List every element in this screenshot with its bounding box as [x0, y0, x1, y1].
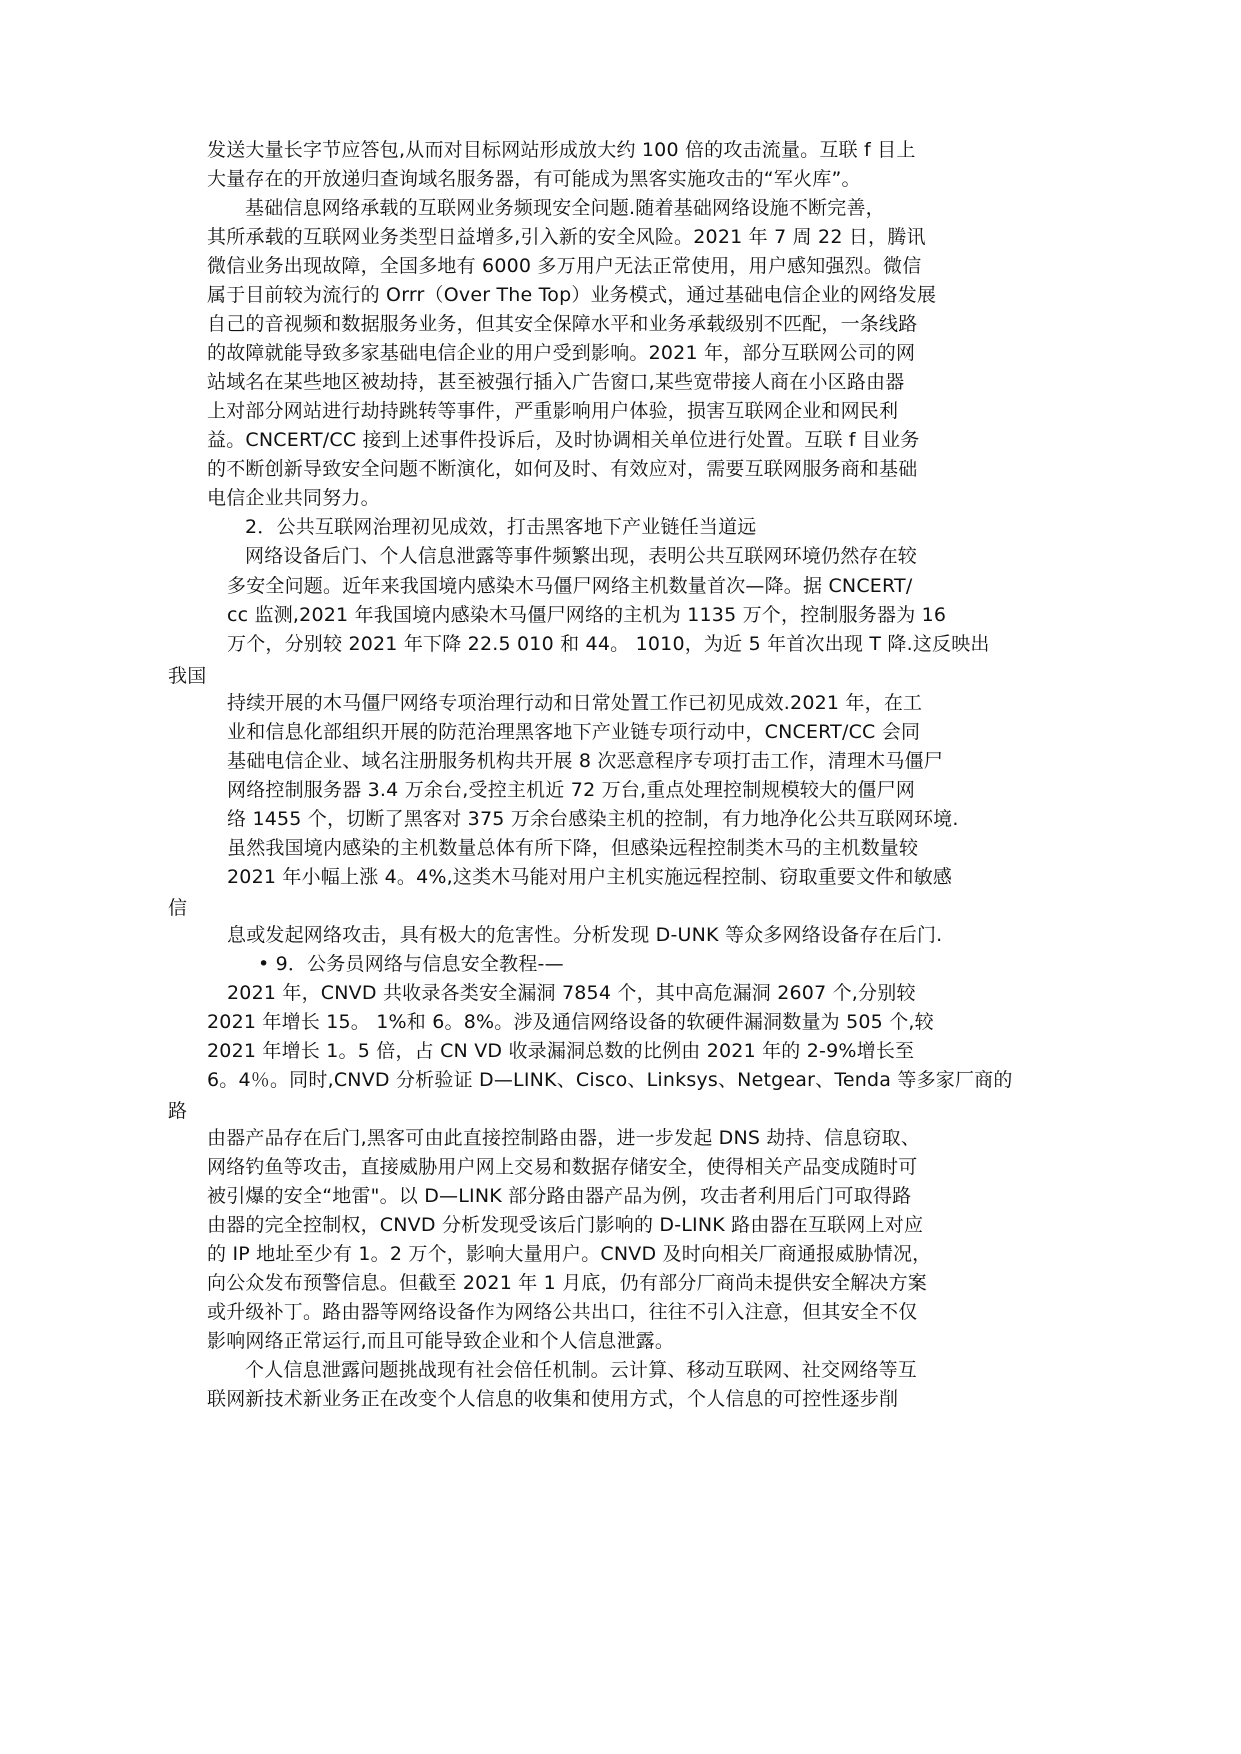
- text-line-3: 基础信息网络承载的互联网业务频现安全问题.随着基础网络设施不断完善，: [245, 197, 885, 219]
- text-line-6: 属于目前较为流行的 Orrr（Over The Top）业务模式，通过基础电信企业的网络发展: [207, 284, 937, 306]
- text-line-18: 万个，分别较 2021 年下降 22.5 010 和 44。 1010，为近 5 年首次出现 T 降.这反映出: [227, 633, 990, 655]
- text-line-26: 2021 年小幅上涨 4。4%,这类木马能对用户主机实施远程控制、窃取重要文件和敏感: [227, 866, 953, 888]
- text-line-24: 络 1455 个，切断了黑客对 375 万余台感染主机的控制，有力地净化公共互联网环境.: [227, 808, 959, 830]
- text-line-38: 由器的完全控制权，CNVD 分析发现受该后门影响的 D-LINK 路由器在互联网上对应: [207, 1214, 924, 1236]
- text-line-36: 网络钓鱼等攻击，直接威胁用户网上交易和数据存储安全，使得相关产品变成随时可: [207, 1156, 918, 1178]
- text-line-5: 微信业务出现故障，全国多地有 6000 多万用户无法正常使用，用户感知强烈。微信: [207, 255, 922, 277]
- text-line-15: 网络设备后门、个人信息泄露等事件频繁出现，表明公共互联网环境仍然存在较: [245, 545, 918, 567]
- text-line-17: cc 监测,2021 年我国境内感染木马僵尸网络的主机为 1135 万个，控制服务器为 16: [227, 604, 947, 626]
- text-line-9: 站域名在某些地区被劫持，甚至被强行插入广告窗口,某些宽带接人商在小区路由器: [207, 371, 905, 393]
- text-line-4: 其所承载的互联网业务类型日益增多,引入新的安全风险。2021 年 7 周 22 日，腾讯: [207, 226, 926, 248]
- text-line-43: 个人信息泄露问题挑战现有社会倍任机制。云计算、移动互联网、社交网络等互: [245, 1359, 918, 1381]
- text-line-7: 自己的音视频和数据服务业务，但其安全保障水平和业务承载级别不匹配，一条线路: [207, 313, 918, 335]
- text-line-8: 的故障就能导致多家基础电信企业的用户受到影响。2021 年，部分互联网公司的网: [207, 342, 916, 364]
- text-line-40: 向公众发布预警信息。但截至 2021 年 1 月底，仍有部分厂商尚未提供安全解决方案: [207, 1272, 928, 1294]
- text-line-11: 益。CNCERT/CC 接到上述事件投诉后，及时协调相关单位进行处置。互联 f 目业务: [207, 429, 920, 451]
- text-line-35: 由器产品存在后门,黑客可由此直接控制路由器，进一步发起 DNS 劫持、信息窃取、: [207, 1127, 921, 1149]
- text-line-12: 的不断创新导致安全问题不断演化，如何及时、有效应对，需要互联网服务商和基础: [207, 458, 918, 480]
- text-line-20: 持续开展的木马僵尸网络专项治理行动和日常处置工作已初见成效.2021 年，在工: [227, 692, 923, 714]
- section-heading-2: 2．公共互联网治理初见成效，打击黑客地下产业链任当道远: [245, 516, 757, 538]
- text-line-33: 6。4％。同时,CNVD 分析验证 D—LINK、Cisco、Linksys、Netgear、Tenda 等多家厂商的: [207, 1069, 1013, 1091]
- text-line-1: 发送大量长字节应答包,从而对目标网站形成放大约 100 倍的攻击流量。互联 f 目上: [207, 139, 916, 161]
- text-line-21: 业和信息化部组织开展的防范治理黑客地下产业链专项行动中，CNCERT/CC 会同: [227, 721, 921, 743]
- text-line-27: 信: [168, 897, 188, 919]
- text-line-31: 2021 年增长 15。 1%和 6。8%。涉及通信网络设备的软硬件漏洞数量为 505 个,较: [207, 1011, 934, 1033]
- text-line-10: 上对部分网站进行劫持跳转等事件，严重影响用户体验，损害互联网企业和网民利: [207, 400, 899, 422]
- text-line-37: 被引爆的安全“地雷"。以 D—LINK 部分路由器产品为例，攻击者利用后门可取得路: [207, 1185, 912, 1207]
- text-line-28: 息或发起网络攻击，具有极大的危害性。分析发现 D-UNK 等众多网络设备存在后门.: [227, 924, 943, 946]
- text-line-44: 联网新技术新业务正在改变个人信息的收集和使用方式，个人信息的可控性逐步削: [207, 1388, 899, 1410]
- text-line-34: 路: [168, 1100, 188, 1122]
- text-line-13: 电信企业共同努力。: [207, 487, 380, 509]
- text-line-30: 2021 年，CNVD 共收录各类安全漏洞 7854 个，其中高危漏洞 2607 个,分别较: [227, 982, 916, 1004]
- text-line-25: 虽然我国境内感染的主机数量总体有所下降，但感染远程控制类木马的主机数量较: [227, 837, 919, 859]
- text-line-23: 网络控制服务器 3.4 万余台,受控主机近 72 万台,重点处理控制规模较大的僵尸网: [227, 779, 916, 801]
- text-line-19: 我国: [168, 665, 207, 687]
- text-line-39: 的 IP 地址至少有 1。2 万个，影响大量用户。CNVD 及时向相关厂商通报威胁情况，: [207, 1243, 932, 1265]
- text-line-42: 影响网络正常运行,而且可能导致企业和个人信息泄露。: [207, 1330, 675, 1352]
- text-line-16: 多安全问题。近年来我国境内感染木马僵尸网络主机数量首次—降。据 CNCERT/: [227, 575, 913, 597]
- text-line-41: 或升级补丁。路由器等网络设备作为网络公共出口，往往不引入注意，但其安全不仅: [207, 1301, 918, 1323]
- text-line-2: 大量存在的开放递归查询域名服务器，有可能成为黑客实施攻击的“军火库”。: [207, 168, 861, 190]
- text-line-22: 基础电信企业、域名注册服务机构共开展 8 次恶意程序专项打击工作，清理木马僵尸: [227, 750, 943, 772]
- text-line-32: 2021 年增长 1。5 倍，占 CN VD 收录漏洞总数的比例由 2021 年的 2-9%增长至: [207, 1040, 915, 1062]
- running-header: • 9．公务员网络与信息安全教程-—: [258, 953, 564, 975]
